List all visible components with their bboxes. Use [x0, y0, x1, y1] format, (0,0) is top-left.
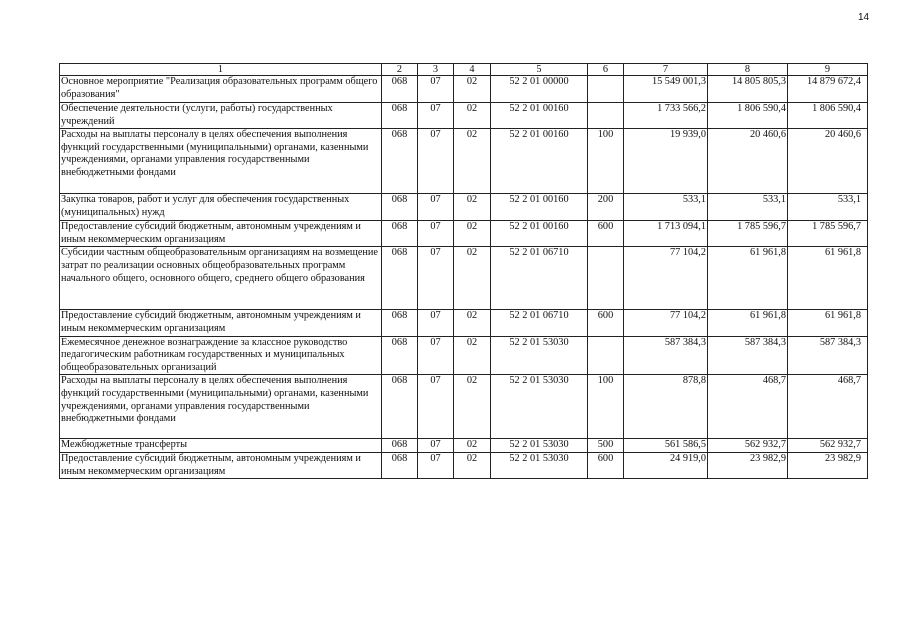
subsection-code: 02 — [454, 375, 491, 439]
table-row — [60, 103, 868, 129]
amount-col7: 1 713 094,1 — [624, 221, 708, 247]
expense-type-code: 100 — [588, 375, 624, 439]
row-name: Расходы на выплаты персоналу в целях обеспечения выполнения функций государственными (муниципальными) органами, казенными учреждениями, органами управления государственными внебюджетными фондами — [60, 129, 382, 194]
row-name: Межбюджетные трансферты — [60, 439, 382, 453]
ministry-code: 068 — [382, 452, 418, 478]
amount-col8: 20 460,6 — [708, 129, 788, 194]
subsection-code: 02 — [454, 221, 491, 247]
amount-col7: 19 939,0 — [624, 129, 708, 194]
amount-col7: 15 549 001,3 — [624, 76, 708, 103]
subsection-code: 02 — [454, 247, 491, 310]
table-row — [60, 439, 868, 453]
table-row — [60, 336, 868, 375]
amount-col8: 468,7 — [708, 375, 788, 439]
amount-col8: 587 384,3 — [708, 336, 788, 375]
target-article-code: 52 2 01 06710 — [491, 247, 588, 310]
amount-col8: 562 932,7 — [708, 439, 788, 453]
subsection-code: 02 — [454, 129, 491, 194]
amount-col7: 24 919,0 — [624, 452, 708, 478]
expense-type-code: 600 — [588, 310, 624, 336]
expense-type-code: 200 — [588, 194, 624, 221]
table-row — [60, 452, 868, 478]
expense-type-code — [588, 76, 624, 103]
amount-col9: 23 982,9 — [788, 452, 868, 478]
section-code: 07 — [418, 129, 454, 194]
section-code: 07 — [418, 310, 454, 336]
target-article-code: 52 2 01 53030 — [491, 375, 588, 439]
amount-col9: 61 961,8 — [788, 247, 868, 310]
column-header: 9 — [788, 64, 868, 76]
column-header: 8 — [708, 64, 788, 76]
amount-col8: 1 785 596,7 — [708, 221, 788, 247]
section-code: 07 — [418, 439, 454, 453]
expense-type-code — [588, 336, 624, 375]
column-header: 5 — [491, 64, 588, 76]
amount-col9: 1 785 596,7 — [788, 221, 868, 247]
amount-col7: 533,1 — [624, 194, 708, 221]
row-name: Обеспечение деятельности (услуги, работы) государственных учреждений — [60, 103, 382, 129]
subsection-code: 02 — [454, 439, 491, 453]
section-code: 07 — [418, 103, 454, 129]
expense-type-code: 100 — [588, 129, 624, 194]
budget-table — [59, 63, 868, 479]
target-article-code: 52 2 01 00160 — [491, 103, 588, 129]
target-article-code: 52 2 01 53030 — [491, 452, 588, 478]
amount-col8: 1 806 590,4 — [708, 103, 788, 129]
amount-col9: 1 806 590,4 — [788, 103, 868, 129]
target-article-code: 52 2 01 00160 — [491, 129, 588, 194]
ministry-code: 068 — [382, 247, 418, 310]
column-header: 3 — [418, 64, 454, 76]
amount-col7: 878,8 — [624, 375, 708, 439]
expense-type-code: 600 — [588, 452, 624, 478]
amount-col8: 61 961,8 — [708, 247, 788, 310]
table-row — [60, 129, 868, 194]
amount-col8: 23 982,9 — [708, 452, 788, 478]
table-row — [60, 76, 868, 103]
table-row — [60, 247, 868, 310]
ministry-code: 068 — [382, 103, 418, 129]
ministry-code: 068 — [382, 375, 418, 439]
subsection-code: 02 — [454, 194, 491, 221]
ministry-code: 068 — [382, 129, 418, 194]
row-name: Закупка товаров, работ и услуг для обеспечения государственных (муниципальных) нужд — [60, 194, 382, 221]
amount-col8: 14 805 805,3 — [708, 76, 788, 103]
section-code: 07 — [418, 336, 454, 375]
amount-col8: 61 961,8 — [708, 310, 788, 336]
subsection-code: 02 — [454, 76, 491, 103]
amount-col9: 587 384,3 — [788, 336, 868, 375]
column-header: 4 — [454, 64, 491, 76]
column-header: 1 — [60, 64, 382, 76]
ministry-code: 068 — [382, 310, 418, 336]
amount-col8: 533,1 — [708, 194, 788, 221]
section-code: 07 — [418, 375, 454, 439]
amount-col7: 1 733 566,2 — [624, 103, 708, 129]
row-name: Расходы на выплаты персоналу в целях обеспечения выполнения функций государственными (муниципальными) органами, казенными учреждениями, органами управления государственными внебюджетными фондами — [60, 375, 382, 439]
expense-type-code — [588, 103, 624, 129]
ministry-code: 068 — [382, 221, 418, 247]
row-name: Предоставление субсидий бюджетным, автономным учреждениям и иным некоммерческим организациям — [60, 221, 382, 247]
table-row — [60, 375, 868, 439]
target-article-code: 52 2 01 00000 — [491, 76, 588, 103]
expense-type-code — [588, 247, 624, 310]
amount-col7: 77 104,2 — [624, 247, 708, 310]
ministry-code: 068 — [382, 76, 418, 103]
row-name: Ежемесячное денежное вознаграждение за классное руководство педагогическим работникам государственных и муниципальных общеобразовательных организаций — [60, 336, 382, 375]
table-row — [60, 221, 868, 247]
section-code: 07 — [418, 452, 454, 478]
target-article-code: 52 2 01 53030 — [491, 336, 588, 375]
column-header: 2 — [382, 64, 418, 76]
table-row — [60, 194, 868, 221]
amount-col9: 562 932,7 — [788, 439, 868, 453]
row-name: Предоставление субсидий бюджетным, автономным учреждениям и иным некоммерческим организациям — [60, 310, 382, 336]
amount-col7: 561 586,5 — [624, 439, 708, 453]
section-code: 07 — [418, 247, 454, 310]
column-header: 6 — [588, 64, 624, 76]
expense-type-code: 500 — [588, 439, 624, 453]
target-article-code: 52 2 01 53030 — [491, 439, 588, 453]
target-article-code: 52 2 01 00160 — [491, 194, 588, 221]
section-code: 07 — [418, 194, 454, 221]
ministry-code: 068 — [382, 194, 418, 221]
ministry-code: 068 — [382, 439, 418, 453]
row-name: Субсидии частным общеобразовательным организациям на возмещение затрат по реализации основных общеобразовательных программ начального общего, основного общего, среднего общего образования — [60, 247, 382, 310]
row-name: Основное мероприятие "Реализация образовательных программ общего образования" — [60, 76, 382, 103]
target-article-code: 52 2 01 06710 — [491, 310, 588, 336]
amount-col9: 14 879 672,4 — [788, 76, 868, 103]
subsection-code: 02 — [454, 310, 491, 336]
section-code: 07 — [418, 221, 454, 247]
subsection-code: 02 — [454, 103, 491, 129]
amount-col9: 533,1 — [788, 194, 868, 221]
subsection-code: 02 — [454, 452, 491, 478]
column-header: 7 — [624, 64, 708, 76]
expense-type-code: 600 — [588, 221, 624, 247]
row-name: Предоставление субсидий бюджетным, автономным учреждениям и иным некоммерческим организациям — [60, 452, 382, 478]
amount-col7: 77 104,2 — [624, 310, 708, 336]
target-article-code: 52 2 01 00160 — [491, 221, 588, 247]
ministry-code: 068 — [382, 336, 418, 375]
page-number: 14 — [858, 12, 870, 23]
section-code: 07 — [418, 76, 454, 103]
amount-col9: 468,7 — [788, 375, 868, 439]
amount-col9: 20 460,6 — [788, 129, 868, 194]
table-row — [60, 310, 868, 336]
table-header-row — [60, 64, 868, 76]
amount-col9: 61 961,8 — [788, 310, 868, 336]
subsection-code: 02 — [454, 336, 491, 375]
amount-col7: 587 384,3 — [624, 336, 708, 375]
